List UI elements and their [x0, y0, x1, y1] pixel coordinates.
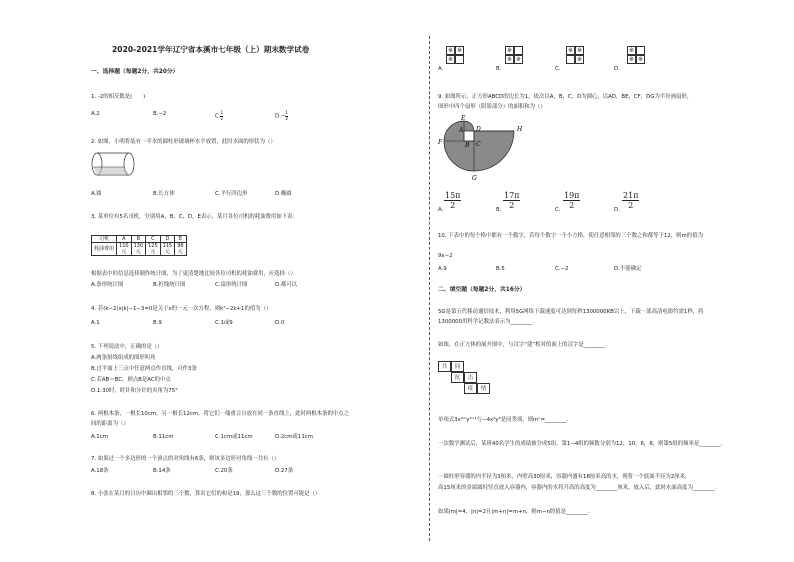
table-cell: E	[175, 236, 186, 243]
q9-stem: 9. 如图所示，正方形ABCD的边长为1，依次以A，B，C，D为圆心，以AD，BE，CF，DG为半径画扇形，	[438, 94, 693, 100]
q4-option-a: A.1	[91, 320, 100, 326]
q9-option-c-fraction: $\frac{19\pi}{2}$	[564, 191, 580, 210]
page-title: 2020-2021学年辽宁省本溪市七年级（上）期末数学试卷	[112, 45, 310, 54]
f3-line1: 单项式3x²ᵐy⁴⁺¹与−4x³y³是同类项，则mⁿ=________.	[438, 417, 569, 423]
point-label-g: G	[472, 175, 477, 182]
q6-option-d: D.2cm或11cm	[275, 434, 313, 440]
q3-option-c: C.扇形统计图	[215, 282, 248, 288]
net-cell: 疫	[464, 383, 477, 394]
calendar-cell: ※	[628, 47, 635, 54]
q2-option-c: C.平行四边形	[215, 191, 248, 197]
q6-option-b: B.11cm	[153, 434, 174, 440]
f2-line1: 如图，在正方体的展开图中，与汉字“建”相对的面上的汉字是________.	[438, 342, 608, 348]
q10-option-c: C.−2	[555, 266, 569, 272]
q1-option-b: B.−2	[153, 111, 167, 117]
calendar-cell	[514, 46, 523, 55]
q10-option-b: B.5	[496, 266, 505, 272]
q2-option-b: B.长方体	[153, 191, 175, 197]
f1-line1: 5G是第五代移动通信技术，利用5G网络下载速度可达到每秒1300000KB以上，下载一部高清电影约需1秒，将	[438, 309, 704, 315]
net-cell: 同	[451, 361, 464, 372]
point-label-h: H	[517, 126, 523, 133]
q4-option-c: C.1或9	[215, 320, 233, 326]
q4-option-d: D.0	[275, 320, 285, 326]
f1-line2: 1300000用科学记数法表示为________.	[438, 319, 534, 325]
table-cell: 98元	[175, 243, 186, 256]
q3-option-b: B.折线统计图	[153, 282, 186, 288]
q2-stem: 2. 如图，小明将装有一半水的圆柱形玻璃杯水平放置，此时水面的形状为（）	[91, 139, 276, 145]
q3-stem: 3. 某单位有5名司机，分别用A，B，C，D，E表示，某月各位司机的耗油费用如下表：	[91, 214, 298, 220]
table-cell: B	[131, 236, 146, 243]
table-cell: 125元	[146, 243, 161, 256]
f5-line2: 高15厘米的金属圆柱竖直放入容器内，容器内的水将升高的高度为________厘米，放入后，此时水面高度为________.	[438, 485, 717, 491]
q9-option-d-label: D.	[614, 207, 620, 213]
q3-option-d: D.都可以	[275, 282, 298, 288]
q6-stem: 6. 两根木条，一根长10cm，另一根长12cm，将它们一端重合且放在同一条直线上，此时两根木条的中点之	[91, 411, 350, 417]
q10-stem: 10. 下表中的每个格中都有一个数字，若每个数字一个小方格，使任意相邻的三个数之和都等于12，则m的值为	[438, 233, 703, 239]
point-label-e: E	[461, 115, 466, 122]
net-cell: 情	[477, 383, 490, 394]
q6-option-a: A.1cm	[91, 434, 108, 440]
calendar-cell: ※	[447, 56, 454, 63]
q10-option-d: D.不能确定	[614, 266, 642, 272]
point-label-c: C	[476, 141, 481, 148]
f5-line1: 一圆柱形容器的内半径为3厘米，内壁高30厘米，容器内盛有18厘米高的水，现将一个底面半径为2厘米，	[438, 474, 691, 480]
q5-stem: 5. 下列说法中，正确的是（）	[91, 344, 163, 350]
q9-stem-continued: 图形中四个扇形（阴影部分）的面积和为（）	[438, 104, 546, 110]
q3-after-text: 根据表中的信息选择制作统计图，为了更清楚地比较各位司机的耗油费用，应选择（）	[91, 271, 296, 277]
q9-option-a-fraction: $\frac{15\pi}{2}$	[445, 191, 461, 210]
point-label-b: B	[465, 142, 470, 149]
table-cell: 司机	[92, 236, 117, 243]
q4-stem: 4. 若(k−2)x|k|−1−3=0是关于x的一元一次方程，则k²−2k+1的值为（）	[91, 306, 272, 312]
q2-option-d: D.椭圆	[275, 191, 292, 197]
q10-stem-continued: 9x−2	[438, 253, 453, 259]
fuel-cost-table	[91, 235, 187, 256]
table-cell: C	[146, 236, 161, 243]
q7-option-a: A.18条	[91, 468, 109, 474]
f6-line1: 如果|m|=4，|n|=2且|m+n|=m+n，则m−n的值是________.	[438, 509, 590, 515]
q1-stem: 1. -2的相反数是( )	[91, 94, 146, 100]
q5-option-d: D.1:30时，时针和分针的夹角为75°	[91, 388, 178, 394]
q1-option-c: C. $\frac{1}{2}$	[215, 110, 224, 121]
q1-option-a: A.2	[91, 111, 100, 117]
point-label-d: D	[476, 126, 481, 133]
calendar-cell: ※	[576, 47, 583, 54]
q8-option-a-label: A.	[438, 66, 444, 72]
calendar-cell: ※	[637, 56, 644, 63]
net-cell: 共	[438, 361, 451, 372]
calendar-cell: ※	[576, 56, 583, 63]
q9-option-b-label: B.	[496, 207, 502, 213]
q7-stem: 7. 如果过一个多边形的一个顶点的对角线有6条，则该多边形对角线一共有（）	[91, 456, 280, 462]
calendar-cell: ※	[456, 47, 463, 54]
table-cell: 115元	[160, 243, 175, 256]
q5-option-a: A.两条射线组成的图形叫角	[91, 355, 156, 361]
point-label-f: F	[438, 139, 443, 146]
q1-option-d: D.− $\frac{1}{2}$	[275, 110, 289, 121]
q7-option-d: D.27条	[275, 468, 294, 474]
q6-stem-continued: 间的距离为（）	[91, 421, 129, 427]
q6-option-c: C.1cm或11cm	[215, 434, 253, 440]
q3-option-a: A.条形统计图	[91, 282, 124, 288]
calendar-cell	[455, 55, 464, 64]
calendar-cell: ※	[447, 47, 454, 54]
calendar-cell	[636, 46, 645, 55]
table-cell: A	[117, 236, 132, 243]
q2-option-a: A.圆	[91, 191, 102, 197]
section-heading-fill: 二、填空题（每题2分，共16分）	[438, 287, 526, 293]
calendar-cell: ※	[628, 56, 635, 63]
q5-option-c: C.若AB＝BC，则点B是AC的中点	[91, 377, 171, 383]
q5-option-b: B.过平面上三点中任意两点作直线，可作3条	[91, 366, 197, 372]
q7-option-c: C.20条	[215, 468, 233, 474]
table-cell: 130元	[131, 243, 146, 256]
table-cell: 110元	[117, 243, 132, 256]
q8-option-d-label: D.	[614, 66, 620, 72]
calendar-cell: ※	[515, 56, 522, 63]
q4-option-b: B.9	[153, 320, 162, 326]
q9-option-a-label: A.	[438, 207, 444, 213]
point-label-a: A	[459, 127, 464, 134]
q8-option-b-label: B.	[496, 66, 502, 72]
q9-option-d-fraction: $\frac{21\pi}{2}$	[623, 191, 639, 210]
four-sectors-figure	[436, 110, 536, 186]
calendar-cell: ※	[567, 47, 574, 54]
q9-option-b-fraction: $\frac{17\pi}{2}$	[504, 191, 520, 210]
table-cell: 耗油费用	[92, 243, 117, 256]
net-cell: 击	[464, 372, 477, 383]
calendar-cell: ※	[506, 56, 513, 63]
f4-line1: 一次数学测试后，某班40名学生的成绩被分成5组，第1−4组的频数分别为12，10，6，8，则第5组的频率是________.	[438, 441, 723, 447]
table-cell: D	[160, 236, 175, 243]
cylinder-cup-figure	[91, 149, 135, 179]
calendar-cell	[566, 55, 575, 64]
table-header-row	[92, 236, 187, 243]
column-divider	[429, 36, 430, 541]
q9-option-c-label: C.	[555, 207, 561, 213]
calendar-cell: ※	[506, 47, 513, 54]
q10-option-a: A.9	[438, 266, 447, 272]
q8-option-c-label: C.	[555, 66, 561, 72]
section-heading-choice: 一、选择题（每题2分，共20分）	[91, 69, 179, 75]
q8-stem: 8. 小张在某月的日历中圈出相邻的三个数，算出它们的和是19，那么这三个数的位置可能是（）	[91, 491, 321, 497]
net-cell: 抗	[451, 372, 464, 383]
table-row	[92, 243, 187, 256]
q7-option-b: B.14条	[153, 468, 171, 474]
